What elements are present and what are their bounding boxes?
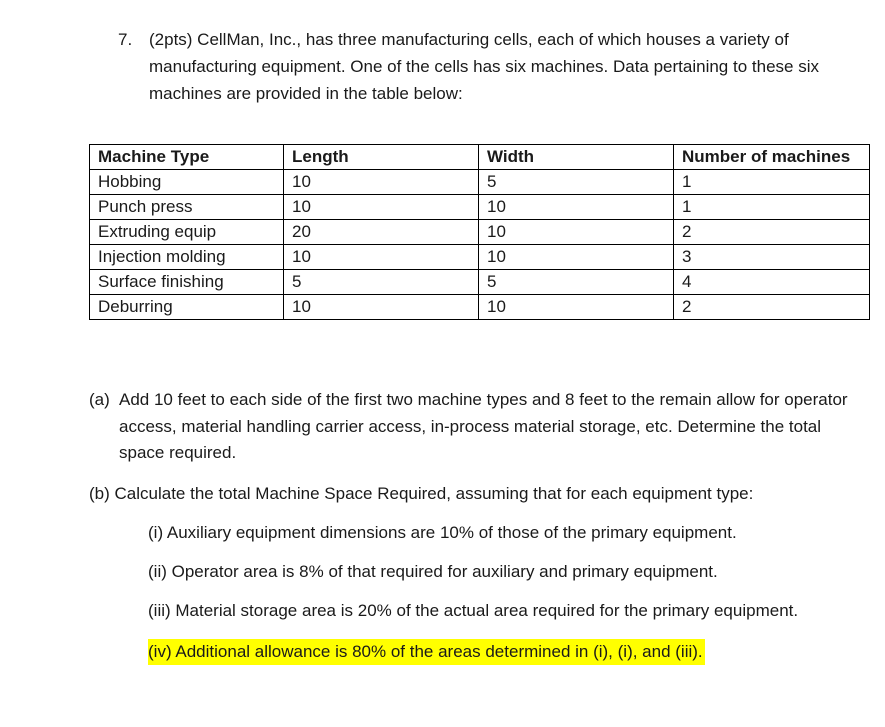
cell-length: 20 — [284, 220, 479, 245]
cell-width: 5 — [479, 170, 674, 195]
part-b-item-iii: (iii) Material storage area is 20% of the actual area required for the primary equipment. — [148, 601, 799, 620]
cell-length: 10 — [284, 295, 479, 320]
table-row — [90, 245, 870, 270]
cell-count: 2 — [674, 220, 870, 245]
table-row — [90, 220, 870, 245]
header-length: Length — [284, 145, 479, 170]
header-number-of-machines: Number of machines — [674, 145, 870, 170]
cell-machine-type: Extruding equip — [90, 220, 284, 245]
machine-data-table — [89, 144, 870, 320]
part-b-item-ii: (ii) Operator area is 8% of that required for auxiliary and primary equipment. — [148, 562, 718, 581]
question-text: (2pts) CellMan, Inc., has three manufacturing cells, each of which houses a variety of manufacturing equipment. One of the cells has six machines. Data pertaining to these six machines are provided in the table below: — [149, 30, 819, 103]
cell-width: 10 — [479, 295, 674, 320]
table-row — [90, 295, 870, 320]
part-b-item-iv-highlighted: (iv) Additional allowance is 80% of the areas determined in (i), (i), and (iii). — [148, 639, 705, 665]
part-a-text: Add 10 feet to each side of the first two machine types and 8 feet to the remain allow for operator access, material handling carrier access, in-process material storage, etc. Determine the total space required. — [119, 390, 848, 462]
header-machine-type: Machine Type — [90, 145, 284, 170]
cell-machine-type: Deburring — [90, 295, 284, 320]
table-row — [90, 170, 870, 195]
cell-count: 4 — [674, 270, 870, 295]
question-number: 7. — [118, 30, 133, 49]
cell-length: 10 — [284, 195, 479, 220]
part-b-item-i: (i) Auxiliary equipment dimensions are 10% of those of the primary equipment. — [148, 523, 737, 542]
cell-machine-type: Hobbing — [90, 170, 284, 195]
cell-width: 10 — [479, 195, 674, 220]
part-a-label: (a) — [89, 390, 110, 409]
cell-length: 10 — [284, 245, 479, 270]
table-header-row — [90, 145, 870, 170]
question-7 — [118, 26, 858, 107]
cell-count: 2 — [674, 295, 870, 320]
cell-machine-type: Injection molding — [90, 245, 284, 270]
cell-count: 3 — [674, 245, 870, 270]
table-row — [90, 195, 870, 220]
part-a — [89, 387, 859, 467]
cell-width: 5 — [479, 270, 674, 295]
cell-length: 5 — [284, 270, 479, 295]
cell-count: 1 — [674, 170, 870, 195]
cell-machine-type: Surface finishing — [90, 270, 284, 295]
part-b-text: (b) Calculate the total Machine Space Required, assuming that for each equipment type: — [89, 484, 754, 503]
cell-count: 1 — [674, 195, 870, 220]
cell-width: 10 — [479, 220, 674, 245]
table-row — [90, 270, 870, 295]
cell-width: 10 — [479, 245, 674, 270]
cell-machine-type: Punch press — [90, 195, 284, 220]
cell-length: 10 — [284, 170, 479, 195]
header-width: Width — [479, 145, 674, 170]
